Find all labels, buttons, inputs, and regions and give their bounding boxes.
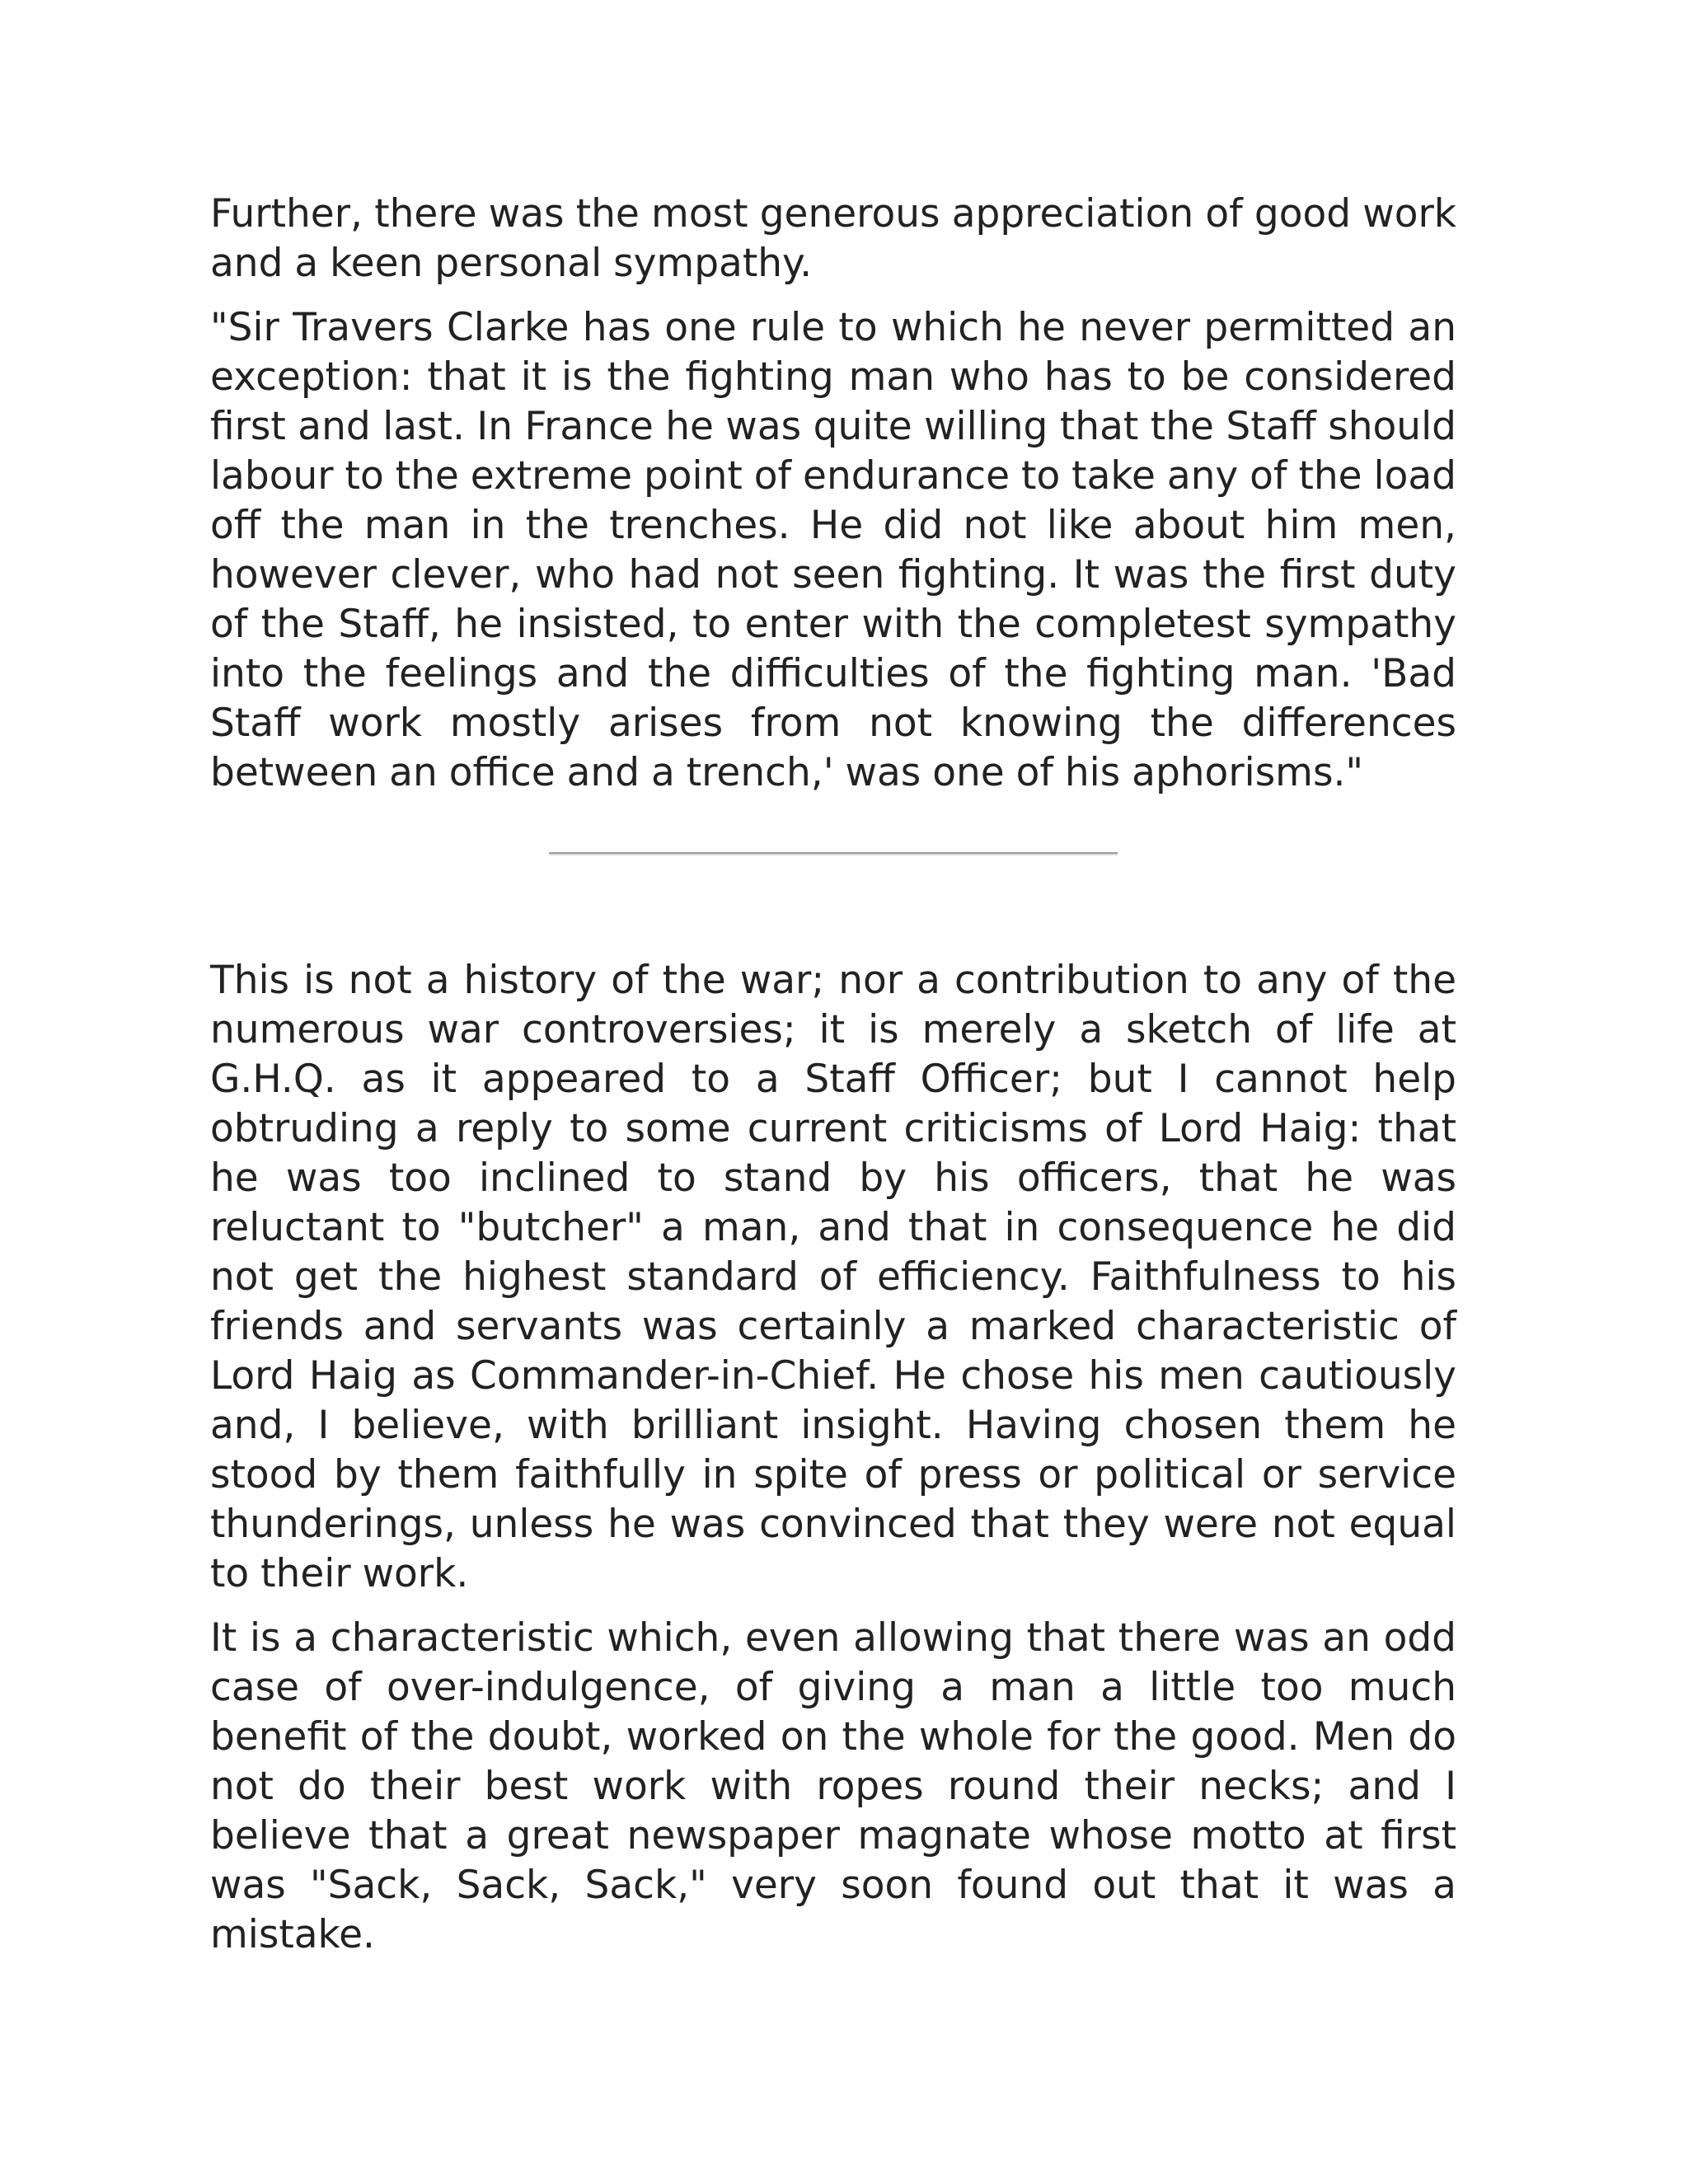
paragraph-lord-haig: This is not a history of the war; nor a contribution to any of the numerous war controversies; it is merely a sketch of life at G.H.Q. as it appeared to a Staff Officer; but I cannot help obtruding a reply to some current criticisms of Lord Haig: that he was too inclined to stand by his officers, that he was reluctant to "butcher" a man, and that in consequence he did not get the highest standard of efficiency. Faithfulness to his friends and servants was certainly a marked characteristic of Lord Haig as Commander-in-Chief. He chose his men cautiously and, I believe, with brilliant insight. Having chosen them he stood by them faithfully in spite of press or political or service thunderings, unless he was convinced that they were not equal to their work.: [210, 958, 1456, 1596]
section-divider: [549, 852, 1118, 855]
paragraph-travers-clarke-quote: "Sir Travers Clarke has one rule to which he never permitted an exception: that it is the fighting man who has to be considered first and last. In France he was quite willing that the Staff should labour to the extreme point of endurance to take any of the load off the man in the trenches. He did not like about him men, however clever, who had not seen fighting. It was the first duty of the Staff, he insisted, to enter with the completest sympathy into the feelings and the difficulties of the fighting man. 'Bad Staff work mostly arises from not knowing the differences between an office and a trench,' was one of his aphorisms.": [210, 305, 1456, 795]
document-page: [210, 190, 1456, 1975]
paragraph-characteristic: It is a characteristic which, even allowing that there was an odd case of over-indulgence, of giving a man a little too much benefit of the doubt, worked on the whole for the good. Men do not do their best work with ropes round their necks; and I believe that a great newspaper magnate whose motto at first was "Sack, Sack, Sack," very soon found out that it was a mistake.: [210, 1615, 1456, 1957]
paragraph-appreciation: Further, there was the most generous appreciation of good work and a keen personal sympathy.: [210, 191, 1456, 286]
